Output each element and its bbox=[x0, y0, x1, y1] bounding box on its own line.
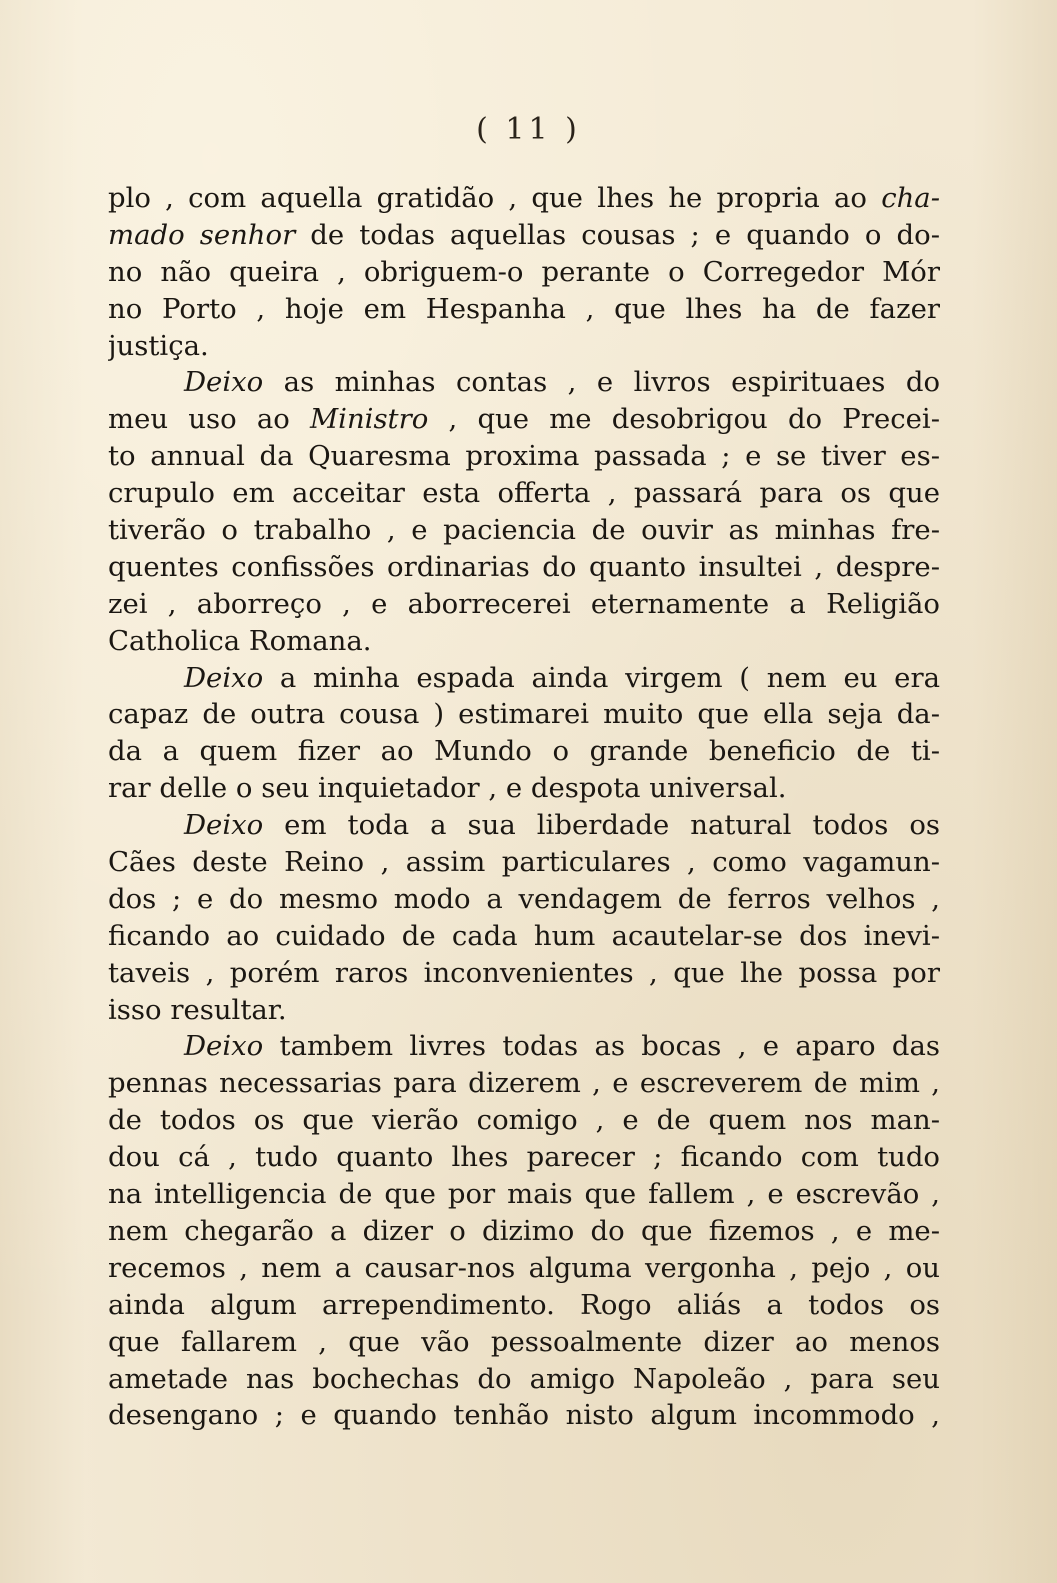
text-segment: no não queira , obriguem-o perante o Corregedor Mór bbox=[108, 255, 940, 288]
text-line bbox=[108, 733, 940, 770]
italic-text: mado senhor bbox=[108, 218, 296, 251]
text-line bbox=[108, 254, 940, 291]
text-line bbox=[108, 328, 940, 365]
italic-text: Ministro bbox=[309, 403, 429, 436]
text-line bbox=[108, 696, 940, 733]
text-segment: Catholica Romana. bbox=[108, 624, 372, 657]
text-segment: Cães deste Reino , assim particulares , como vagamun- bbox=[108, 846, 940, 879]
text-segment: capaz de outra cousa ) estimarei muito que ella seja da- bbox=[108, 698, 940, 731]
text-line bbox=[108, 1361, 940, 1398]
text-line bbox=[108, 180, 940, 217]
text-line bbox=[108, 1213, 940, 1250]
text-line bbox=[108, 955, 940, 992]
text-segment: , que me desobrigou do Precei- bbox=[428, 403, 940, 436]
text-line bbox=[108, 623, 940, 660]
text-line bbox=[108, 512, 940, 549]
text-line bbox=[108, 918, 940, 955]
text-segment: na intelligencia de que por mais que fallem , e escrevão , bbox=[108, 1178, 940, 1211]
text-segment: dou cá , tudo quanto lhes parecer ; ficando com tudo bbox=[108, 1141, 940, 1174]
text-segment: crupulo em acceitar esta offerta , passará para os que bbox=[108, 477, 940, 510]
text-segment: rar delle o seu inquietador , e despota universal. bbox=[108, 772, 787, 805]
text-segment: plo , com aquella gratidão , que lhes he propria ao bbox=[108, 182, 882, 214]
italic-text: Deixo bbox=[184, 366, 264, 399]
text-line bbox=[108, 1065, 940, 1102]
text-line bbox=[108, 364, 940, 401]
italic-text: cha- bbox=[881, 182, 940, 214]
text-line bbox=[108, 1102, 940, 1139]
text-segment: tambem livres todas as bocas , e aparo das bbox=[263, 1030, 940, 1063]
text-segment: a minha espada ainda virgem ( nem eu era bbox=[263, 661, 940, 694]
text-line bbox=[108, 881, 940, 918]
text-segment: da a quem fizer ao Mundo o grande beneficio de ti- bbox=[108, 735, 940, 768]
text-line bbox=[108, 475, 940, 512]
text-segment: quentes confissões ordinarias do quanto insultei , despre- bbox=[108, 550, 940, 583]
text-segment: justiça. bbox=[108, 329, 209, 362]
text-segment: isso resultar. bbox=[108, 993, 287, 1026]
text-line bbox=[108, 1287, 940, 1324]
text-line bbox=[108, 291, 940, 328]
text-segment: que fallarem , que vão pessoalmente dizer ao menos bbox=[108, 1325, 940, 1358]
italic-text: Deixo bbox=[184, 661, 264, 694]
text-segment: desengano ; e quando tenhão nisto algum incommodo , bbox=[108, 1399, 940, 1432]
text-line bbox=[108, 770, 940, 807]
text-line bbox=[108, 992, 940, 1029]
text-segment: nem chegarão a dizer o dizimo do que fizemos , e me- bbox=[108, 1214, 940, 1247]
text-segment: dos ; e do mesmo modo a vendagem de ferros velhos , bbox=[108, 882, 940, 915]
text-line bbox=[108, 1397, 940, 1434]
text-line bbox=[108, 1250, 940, 1287]
text-segment: recemos , nem a causar-nos alguma vergonha , pejo , ou bbox=[108, 1251, 940, 1284]
text-segment: pennas necessarias para dizerem , e escreverem de mim , bbox=[108, 1067, 940, 1100]
text-line bbox=[108, 1139, 940, 1176]
text-segment: taveis , porém raros inconvenientes , que lhe possa por bbox=[108, 956, 940, 989]
text-line bbox=[108, 660, 940, 697]
text-line bbox=[108, 438, 940, 475]
text-line bbox=[108, 1028, 940, 1065]
text-segment: ainda algum arrependimento. Rogo aliás a todos os bbox=[108, 1288, 940, 1321]
text-line bbox=[108, 1324, 940, 1361]
text-segment: ametade nas bochechas do amigo Napoleão , para seu bbox=[108, 1362, 940, 1395]
italic-text: Deixo bbox=[184, 1030, 264, 1063]
text-line bbox=[108, 844, 940, 881]
text-segment: meu uso ao bbox=[108, 403, 310, 436]
text-segment: de todos os que vierão comigo , e de quem nos man- bbox=[108, 1104, 940, 1137]
text-segment: tiverão o trabalho , e paciencia de ouvir as minhas fre- bbox=[108, 514, 940, 547]
body-text bbox=[108, 180, 940, 1434]
text-line bbox=[108, 807, 940, 844]
text-segment: em toda a sua liberdade natural todos os bbox=[263, 809, 940, 842]
text-line bbox=[108, 1176, 940, 1213]
text-segment: ficando ao cuidado de cada hum acautelar-se dos inevi- bbox=[108, 919, 940, 952]
page-number: ( 11 ) bbox=[476, 112, 581, 147]
text-segment: zei , aborreço , e aborrecerei eternamente a Religião bbox=[108, 587, 940, 620]
text-line bbox=[108, 549, 940, 586]
text-segment: de todas aquellas cousas ; e quando o do- bbox=[295, 218, 940, 251]
text-line bbox=[108, 217, 940, 254]
text-segment: to annual da Quaresma proxima passada ; e se tiver es- bbox=[108, 440, 940, 473]
text-segment: no Porto , hoje em Hespanha , que lhes ha de fazer bbox=[108, 292, 940, 325]
text-line bbox=[108, 401, 940, 438]
italic-text: Deixo bbox=[184, 809, 264, 842]
text-segment: as minhas contas , e livros espirituaes do bbox=[263, 366, 940, 399]
text-line bbox=[108, 586, 940, 623]
